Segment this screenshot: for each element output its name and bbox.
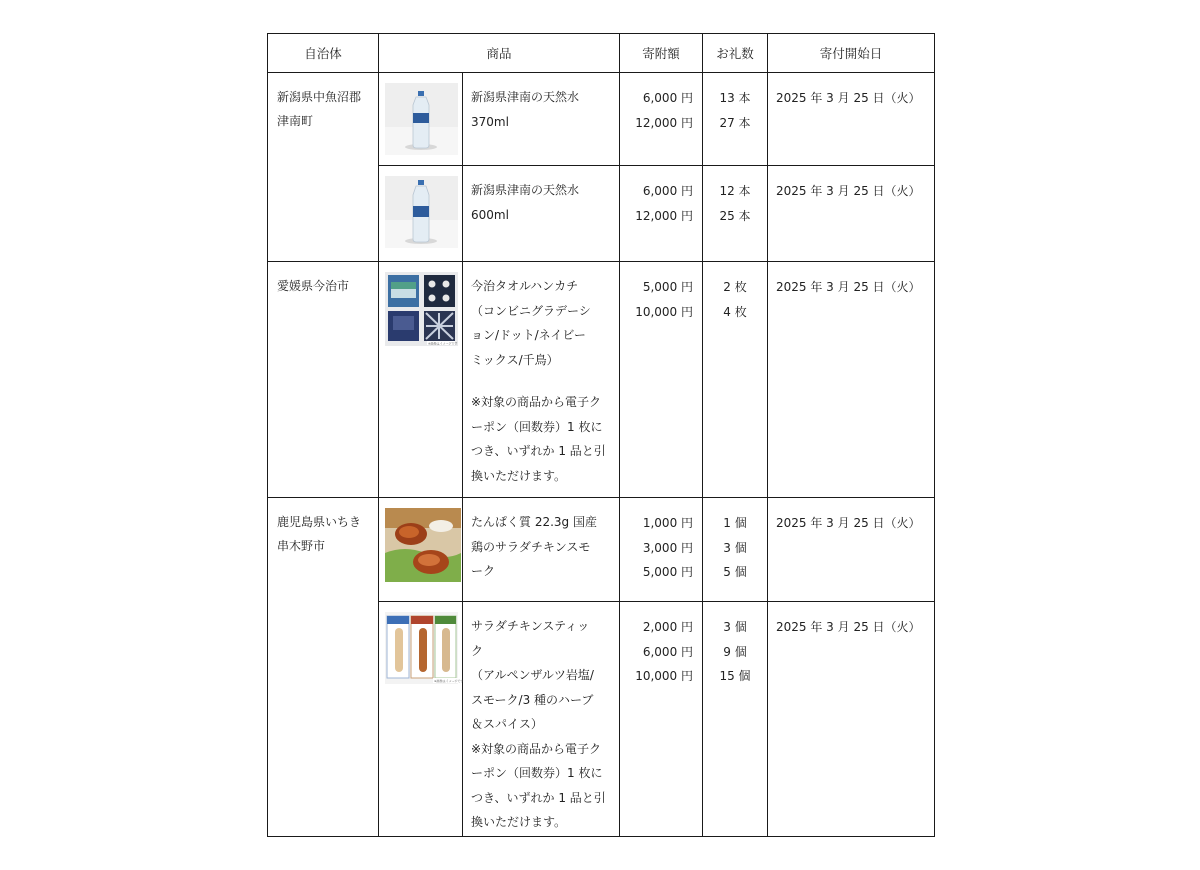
amount-cell xyxy=(620,262,703,498)
product-detail: ョン/ドット/ネイビー xyxy=(471,328,586,342)
product-name-cell xyxy=(463,166,620,262)
reward-count: 13 本 xyxy=(719,91,751,105)
product-image-cell xyxy=(379,602,463,837)
amount-value: 6,000 円 xyxy=(642,644,694,659)
start-date: 2025 年 3 月 25 日（火） xyxy=(776,280,921,294)
reward-count-cell xyxy=(703,498,768,602)
product-name: サラダチキンスティッ xyxy=(471,619,590,633)
amount-value: 10,000 円 xyxy=(635,669,694,683)
header-start-date: 寄付開始日 xyxy=(768,34,935,73)
header-product: 商品 xyxy=(379,34,620,73)
amount-value: 5,000 円 xyxy=(642,280,694,294)
reward-count-cell xyxy=(703,166,768,262)
start-date: 2025 年 3 月 25 日（火） xyxy=(776,620,921,634)
amount-value: 6,000 円 xyxy=(642,184,694,198)
amount-cell xyxy=(620,166,703,262)
reward-count: 27 本 xyxy=(719,115,751,130)
product-name: 新潟県津南の天然水 xyxy=(471,90,580,104)
product-volume: 370ml xyxy=(471,114,509,129)
product-image-cell xyxy=(379,498,463,602)
note-line: つき、いずれか 1 品と引 xyxy=(471,444,606,458)
note-line: ※対象の商品から電子ク xyxy=(471,741,602,756)
table-row xyxy=(268,262,935,498)
amount-value: 12,000 円 xyxy=(635,208,694,223)
product-name-cell xyxy=(463,262,620,498)
note-line: ※対象の商品から電子ク xyxy=(471,395,602,409)
chicken-stick-image xyxy=(385,612,464,684)
product-name-cell xyxy=(463,602,620,837)
product-name: ーク xyxy=(471,564,496,578)
amount-value: 5,000 円 xyxy=(642,565,694,579)
product-name: たんぱく質 22.3g 国産 xyxy=(471,515,597,529)
reward-count: 2 枚 xyxy=(723,280,747,294)
water-bottle-image xyxy=(385,83,458,155)
reward-count: 12 本 xyxy=(719,184,751,198)
product-detail: （コンビニグラデーシ xyxy=(471,303,591,318)
amount-value: 3,000 円 xyxy=(642,540,694,555)
reward-count-cell xyxy=(703,73,768,166)
product-note xyxy=(471,737,613,835)
water-bottle-image xyxy=(385,176,458,248)
header-amount: 寄附額 xyxy=(620,34,703,73)
product-detail: ミックス/千鳥） xyxy=(471,352,559,367)
start-date-cell xyxy=(768,262,935,498)
amount-cell xyxy=(620,602,703,837)
note-line: ーポン（回数券）1 枚に xyxy=(471,766,603,780)
reward-count: 3 個 xyxy=(723,540,747,555)
amount-value: 6,000 円 xyxy=(642,91,694,105)
amount-cell xyxy=(620,73,703,166)
start-date-cell xyxy=(768,166,935,262)
note-line: ーポン（回数券）1 枚に xyxy=(471,419,603,434)
product-image-cell xyxy=(379,73,463,166)
municipality-cell xyxy=(268,73,379,262)
image-caption: ※画像はイメージです xyxy=(434,679,464,683)
product-name: ク xyxy=(471,643,484,658)
product-detail: スモーク/3 種のハーブ xyxy=(471,692,594,707)
start-date: 2025 年 3 月 25 日（火） xyxy=(776,184,921,198)
reward-count: 9 個 xyxy=(723,644,747,659)
municipality-name: 新潟県中魚沼郡津南町 xyxy=(277,90,362,128)
reward-count: 15 個 xyxy=(719,669,751,683)
municipality-cell xyxy=(268,262,379,498)
start-date-cell xyxy=(768,73,935,166)
product-image-cell xyxy=(379,262,463,498)
reward-count: 1 個 xyxy=(723,516,747,530)
donation-table xyxy=(267,33,935,837)
municipality-name: 鹿児島県いちき串木野市 xyxy=(277,515,362,553)
smoked-chicken-image xyxy=(385,508,461,582)
product-detail: （アルペンザルツ岩塩/ xyxy=(471,668,594,682)
start-date: 2025 年 3 月 25 日（火） xyxy=(776,91,921,105)
product-image-cell xyxy=(379,166,463,262)
product-name-cell xyxy=(463,498,620,602)
product-volume: 600ml xyxy=(471,207,509,222)
reward-count: 25 本 xyxy=(719,208,751,223)
amount-cell xyxy=(620,498,703,602)
product-name: 鶏のサラダチキンスモ xyxy=(471,539,591,554)
product-name: 新潟県津南の天然水 xyxy=(471,183,580,197)
note-line: 換いただけます。 xyxy=(471,468,567,483)
reward-count-cell xyxy=(703,602,768,837)
reward-count-cell xyxy=(703,262,768,498)
start-date-cell xyxy=(768,602,935,837)
reward-count: 4 枚 xyxy=(723,304,747,319)
start-date-cell xyxy=(768,498,935,602)
table-row xyxy=(268,498,935,602)
start-date: 2025 年 3 月 25 日（火） xyxy=(776,516,921,530)
amount-value: 10,000 円 xyxy=(635,304,694,319)
note-line: 換いただけます。 xyxy=(471,815,567,829)
product-detail: ＆スパイス） xyxy=(471,717,543,731)
municipality-cell xyxy=(268,498,379,837)
product-name: 今治タオルハンカチ xyxy=(471,279,579,293)
municipality-name: 愛媛県今治市 xyxy=(277,279,350,293)
note-line: つき、いずれか 1 品と引 xyxy=(471,790,606,805)
reward-count: 5 個 xyxy=(723,565,747,579)
image-caption: ※画像はイメージです xyxy=(428,341,458,346)
product-name-cell xyxy=(463,73,620,166)
table-row xyxy=(268,73,935,166)
amount-value: 2,000 円 xyxy=(642,620,694,634)
product-note xyxy=(471,390,613,488)
reward-count: 3 個 xyxy=(723,620,747,634)
header-reward: お礼数 xyxy=(703,34,768,73)
amount-value: 1,000 円 xyxy=(642,516,694,530)
table-header-row xyxy=(268,34,935,73)
header-municipality: 自治体 xyxy=(268,34,379,73)
amount-value: 12,000 円 xyxy=(635,115,694,130)
towel-handkerchief-image xyxy=(385,272,458,346)
